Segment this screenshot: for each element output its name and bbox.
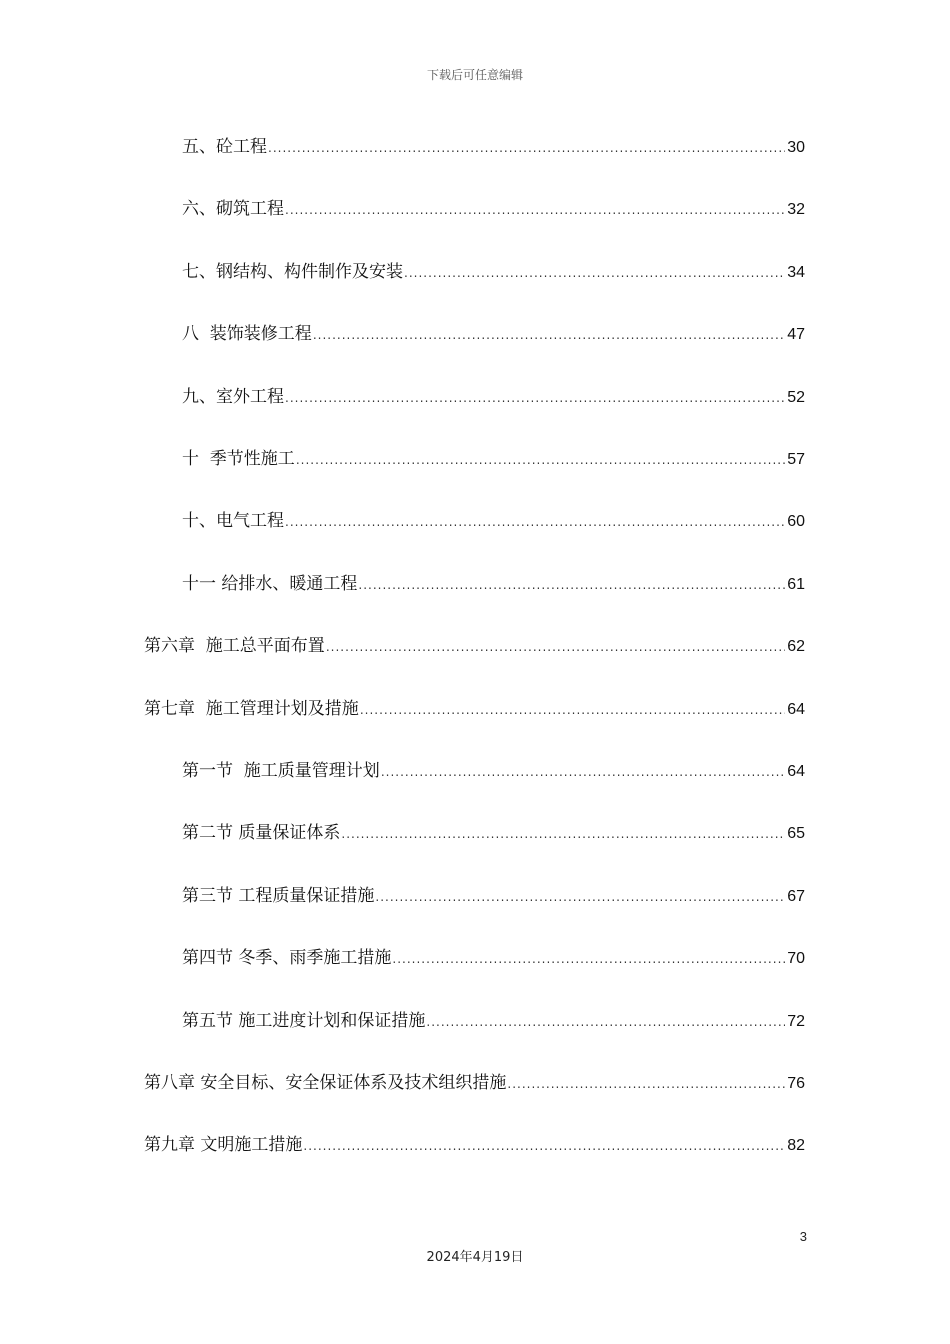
- toc-entry[interactable]: [144, 1068, 805, 1098]
- toc-entry[interactable]: [182, 506, 805, 536]
- toc-entry-title: 第七章 施工管理计划及措施: [144, 698, 359, 719]
- toc-entry[interactable]: [182, 319, 805, 349]
- toc-entry-page: 64: [787, 763, 805, 780]
- toc-entry-page: 47: [787, 326, 805, 344]
- toc-entry[interactable]: [182, 1006, 805, 1036]
- toc-dot-leader: [326, 632, 785, 662]
- toc-entry-title: 八 装饰装修工程: [182, 324, 312, 345]
- toc-entry-title: 第九章 文明施工措施: [144, 1135, 303, 1156]
- toc-entry[interactable]: [144, 1130, 805, 1160]
- toc-entry-title: 第一节 施工质量管理计划: [182, 761, 380, 781]
- toc-entry[interactable]: [144, 694, 805, 724]
- toc-dot-leader: [392, 944, 785, 974]
- toc-entry[interactable]: [182, 881, 805, 911]
- toc-entry-page: 34: [787, 263, 805, 281]
- toc-entry-title: 十、电气工程: [182, 511, 284, 532]
- footer-date: 2024年4月19日: [426, 1250, 524, 1265]
- toc-entry-page: 70: [787, 950, 805, 968]
- toc-entry-page: 60: [787, 513, 805, 531]
- toc-entry-title: 六、砌筑工程: [182, 199, 284, 220]
- toc-entry[interactable]: [144, 631, 805, 661]
- toc-dot-leader: [285, 383, 785, 413]
- toc-entry[interactable]: [182, 257, 805, 287]
- toc-entry[interactable]: [182, 818, 805, 848]
- toc-entry-title: 十一 给排水、暖通工程: [182, 573, 358, 594]
- toc-entry-title: 第六章 施工总平面布置: [144, 636, 325, 657]
- toc-dot-leader: [358, 570, 785, 600]
- toc-entry[interactable]: [182, 444, 805, 474]
- toc-entry-page: 82: [787, 1137, 805, 1155]
- toc-entry-title: 第四节 冬季、雨季施工措施: [182, 948, 392, 969]
- toc-dot-leader: [268, 133, 785, 163]
- page-number: 3: [799, 1229, 807, 1244]
- toc-entry[interactable]: [182, 943, 805, 973]
- toc-dot-leader: [360, 695, 785, 725]
- toc-entry[interactable]: [182, 756, 805, 786]
- toc-dot-leader: [375, 882, 785, 912]
- toc-entry-title: 九、室外工程: [182, 386, 284, 407]
- toc-entry-page: 57: [787, 451, 805, 468]
- toc-entry-page: 65: [787, 825, 805, 843]
- toc-entry[interactable]: [182, 569, 805, 599]
- toc-entry-title: 第五节 施工进度计划和保证措施: [182, 1010, 426, 1031]
- toc-entry-page: 30: [787, 139, 805, 156]
- toc-dot-leader: [313, 320, 785, 350]
- toc-entry-page: 62: [787, 638, 805, 656]
- toc-dot-leader: [303, 1131, 785, 1161]
- toc-entry-title: 五、砼工程: [182, 137, 267, 157]
- toc-entry-title: 十 季节性施工: [182, 449, 295, 469]
- toc-dot-leader: [341, 819, 785, 849]
- toc-entry-title: 第三节 工程质量保证措施: [182, 885, 375, 906]
- page-header: 下载后可任意编辑: [426, 68, 523, 82]
- toc-entry[interactable]: [182, 382, 805, 412]
- toc-entry-title: 第二节 质量保证体系: [182, 823, 341, 844]
- toc-entry-title: 第八章 安全目标、安全保证体系及技术组织措施: [144, 1073, 507, 1093]
- toc-entry-page: 32: [787, 201, 805, 219]
- toc-entry-page: 72: [787, 1012, 805, 1030]
- toc-dot-leader: [507, 1069, 785, 1099]
- toc-entry[interactable]: [182, 132, 805, 162]
- toc-dot-leader: [426, 1007, 785, 1037]
- toc-entry-page: 76: [787, 1075, 805, 1092]
- toc-entry-page: 64: [787, 700, 805, 718]
- toc-dot-leader: [381, 757, 785, 787]
- toc-dot-leader: [285, 507, 785, 537]
- toc-entry-title: 七、钢结构、构件制作及安装: [182, 261, 403, 282]
- toc-entry[interactable]: [182, 194, 805, 224]
- toc-entry-page: 61: [787, 575, 805, 593]
- toc-dot-leader: [296, 445, 785, 475]
- toc-entry-page: 52: [787, 388, 805, 406]
- toc-dot-leader: [404, 258, 785, 288]
- toc-dot-leader: [285, 195, 785, 225]
- toc-entry-page: 67: [787, 887, 805, 905]
